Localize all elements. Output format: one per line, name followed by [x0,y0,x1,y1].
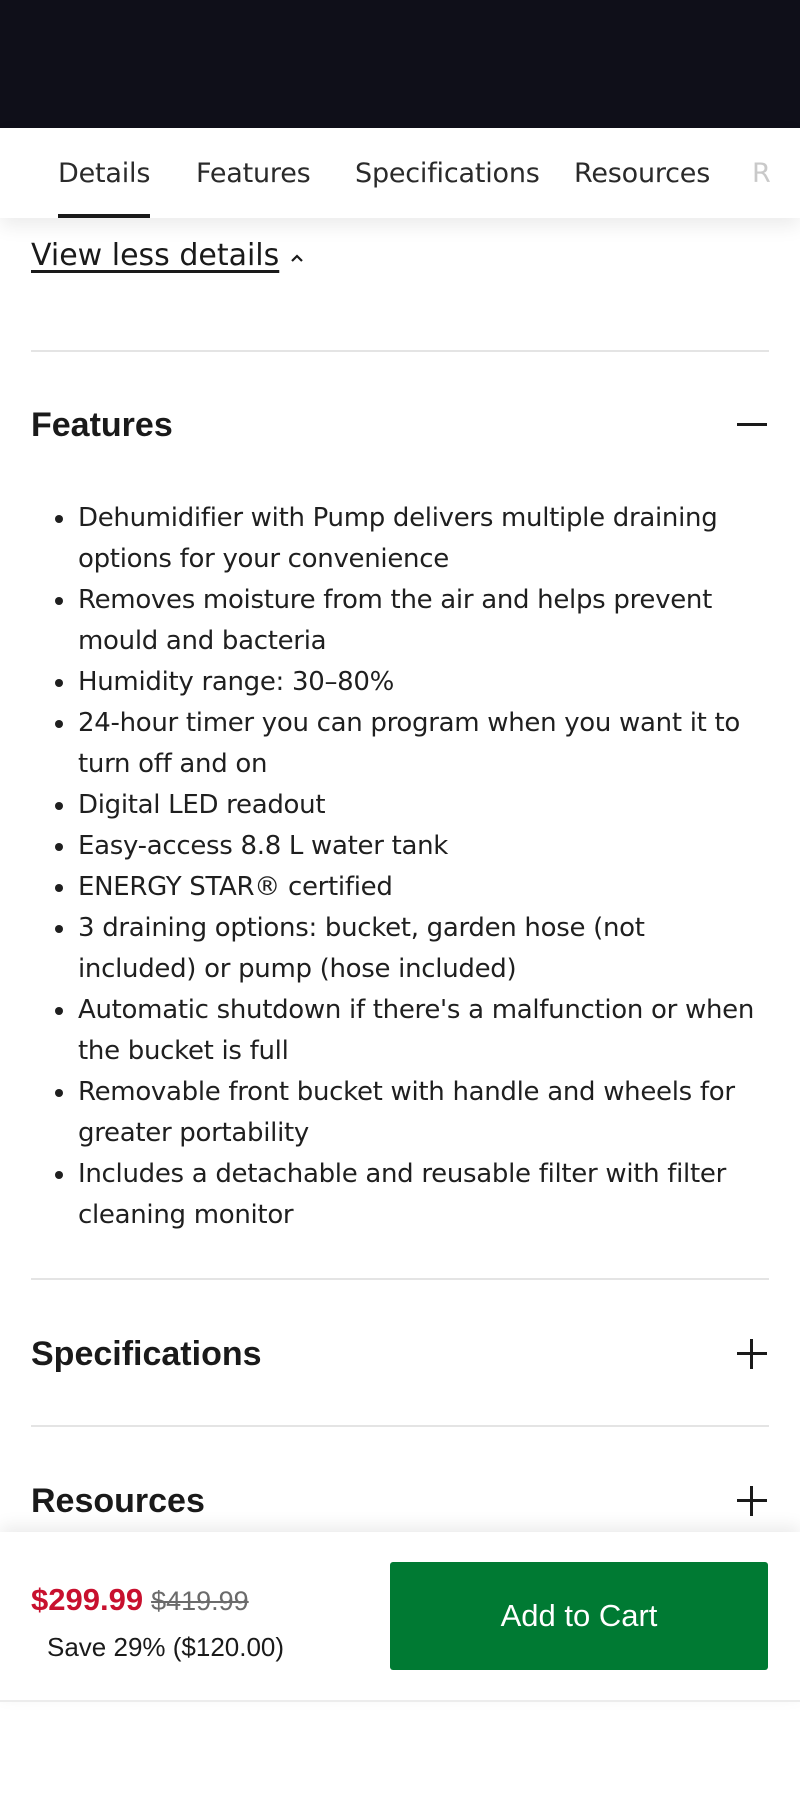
resources-section-title: Resources [31,1481,205,1520]
original-price: $419.99 [151,1586,249,1616]
tab-features[interactable]: Features [196,157,311,189]
view-less-details-label: View less details [31,238,280,273]
feature-item: Easy-access 8.8 L water tank [31,826,769,867]
section-divider [31,1425,769,1427]
features-section-header[interactable] [31,395,769,455]
section-divider [31,1278,769,1280]
resources-section-header[interactable] [31,1471,769,1531]
plus-icon[interactable] [735,1337,769,1371]
feature-item: Automatic shutdown if there's a malfunction or when the bucket is full [31,990,769,1072]
view-less-details-link[interactable] [31,238,305,273]
features-list [31,498,769,1236]
tab-resources[interactable]: Resources [574,157,711,189]
feature-item: Removes moisture from the air and helps prevent mould and bacteria [31,580,769,662]
purchase-bar [0,1532,800,1702]
features-section-title: Features [31,405,173,444]
chevron-up-icon [289,250,305,266]
section-divider [31,350,769,352]
tab-specifications[interactable]: Specifications [355,157,540,189]
feature-item: 3 draining options: bucket, garden hose (not included) or pump (hose included) [31,908,769,990]
feature-item: 24-hour timer you can program when you want it to turn off and on [31,703,769,785]
savings-text: Save 29% ($120.00) [47,1632,285,1662]
plus-icon[interactable] [735,1484,769,1518]
feature-item: Digital LED readout [31,785,769,826]
feature-item: Removable front bucket with handle and wheels for greater portability [31,1072,769,1154]
add-to-cart-button[interactable]: Add to Cart [390,1562,768,1670]
specifications-section-title: Specifications [31,1334,262,1373]
feature-item: Dehumidifier with Pump delivers multiple draining options for your convenience [31,498,769,580]
feature-item: Humidity range: 30–80% [31,662,769,703]
section-tab-bar [0,128,800,218]
sale-price: $299.99 [31,1582,144,1617]
feature-item: Includes a detachable and reusable filter with filter cleaning monitor [31,1154,769,1236]
price-row [31,1582,249,1618]
tab-overflow[interactable]: R [752,157,771,189]
minus-icon[interactable] [735,408,769,442]
specifications-section-header[interactable] [31,1324,769,1384]
feature-item: ENERGY STAR® certified [31,867,769,908]
tab-details[interactable]: Details [58,128,150,218]
status-bar [0,0,800,128]
